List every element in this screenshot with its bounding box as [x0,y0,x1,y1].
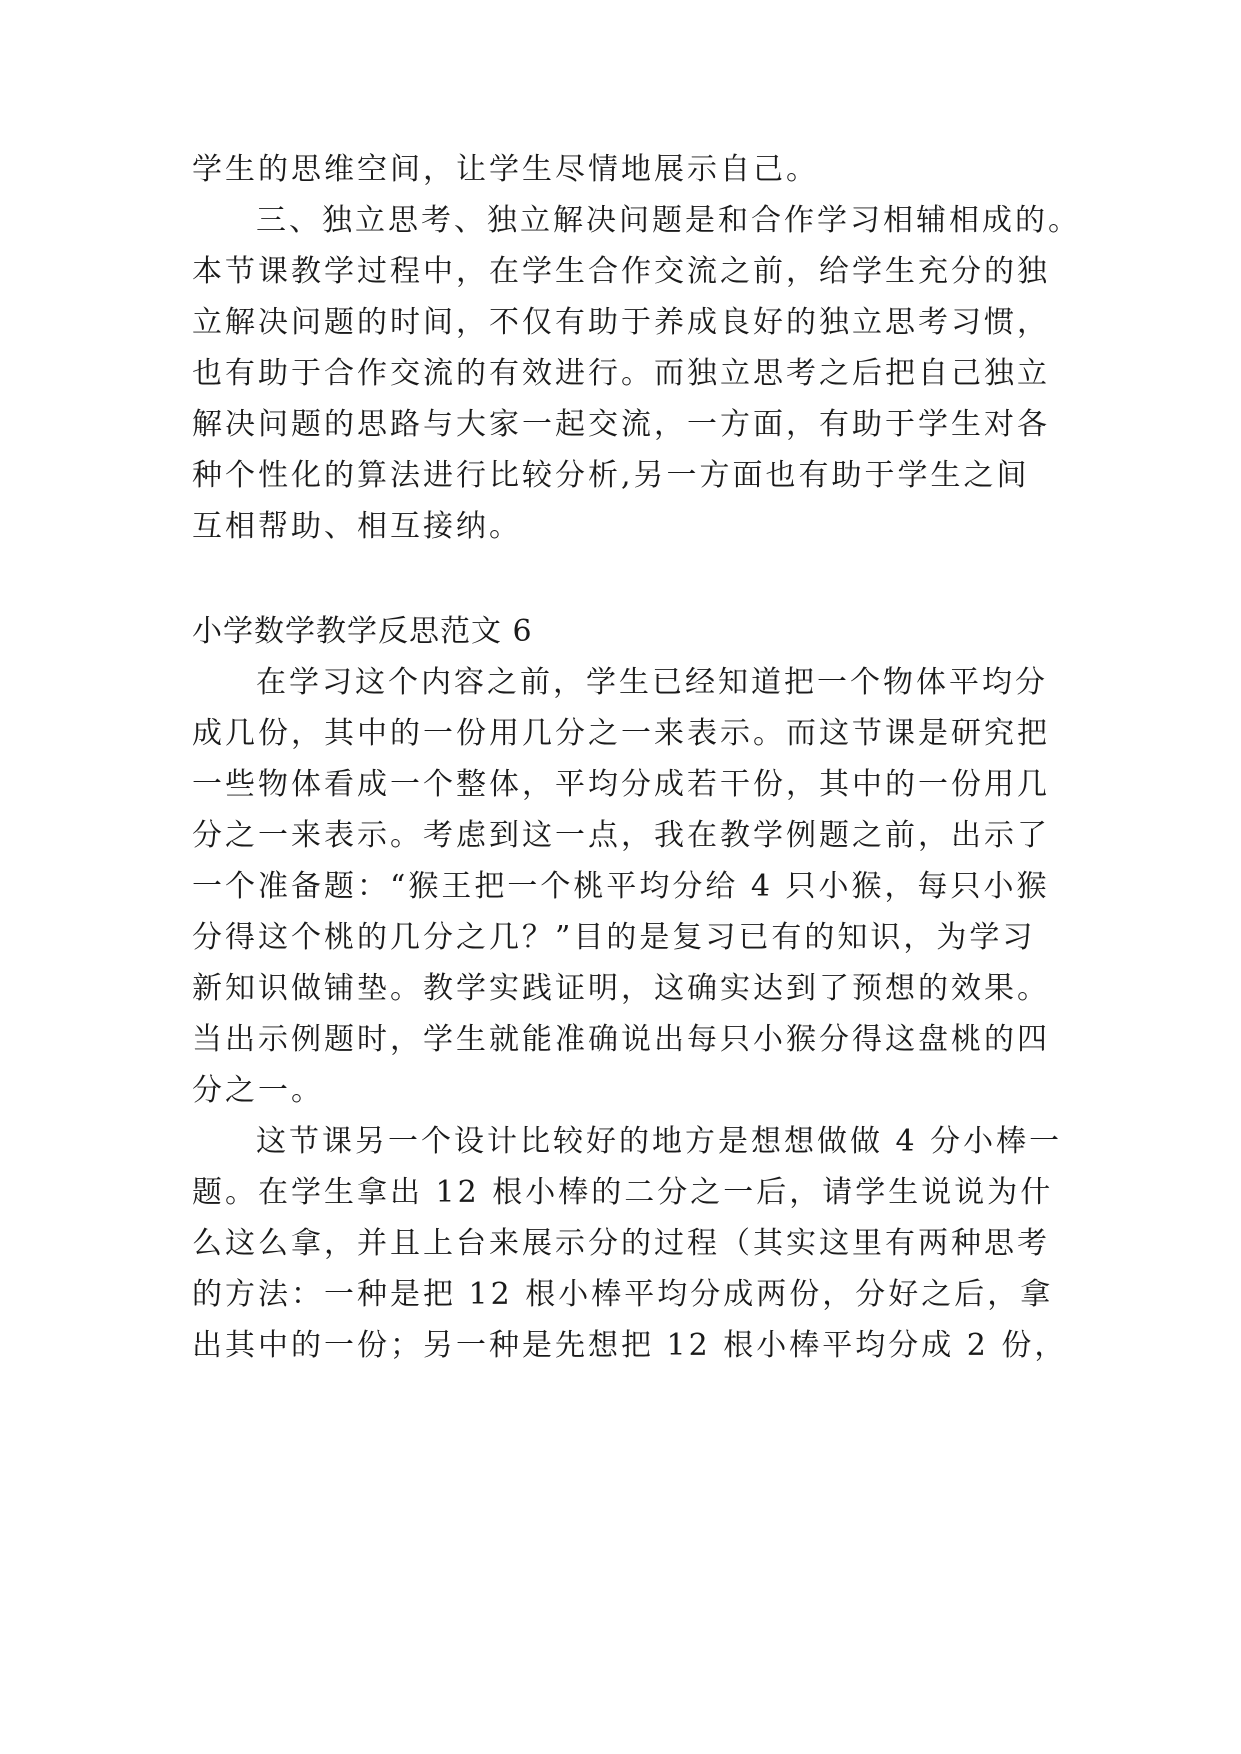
text-line: 学生的思维空间，让学生尽情地展示自己。 [192,152,819,187]
text-line: 新知识做铺垫。教学实践证明，这确实达到了预想的效果。 [192,971,1050,1006]
text-line: 分得这个桃的几分之几？”目的是复习已有的知识，为学习 [192,920,1036,955]
text-line: 种个性化的算法进行比较分析,另一方面也有助于学生之间 [192,458,1030,493]
text-line: 么这么拿，并且上台来展示分的过程（其实这里有两种思考 [192,1226,1050,1261]
text-line: 在学习这个内容之前，学生已经知道把一个物体平均分 [256,665,1048,700]
text-line: 本节课教学过程中，在学生合作交流之前，给学生充分的独 [192,254,1050,289]
text-line: 解决问题的思路与大家一起交流，一方面，有助于学生对各 [192,407,1050,442]
text-line: 出其中的一份；另一种是先想把 12 根小棒平均分成 2 份， [192,1328,1068,1363]
text-line: 成几份，其中的一份用几分之一来表示。而这节课是研究把 [192,716,1050,751]
text-line: 分之一。 [192,1073,324,1108]
text-line: 这节课另一个设计比较好的地方是想想做做 4 分小棒一 [256,1124,1063,1159]
section-heading: 小学数学教学反思范文 6 [192,614,533,649]
text-line: 也有助于合作交流的有效进行。而独立思考之后把自己独立 [192,356,1050,391]
text-line: 当出示例题时，学生就能准确说出每只小猴分得这盘桃的四 [192,1022,1050,1057]
text-line: 的方法：一种是把 12 根小棒平均分成两份，分好之后，拿 [192,1277,1054,1312]
text-line: 互相帮助、相互接纳。 [192,509,522,544]
text-line: 立解决问题的时间，不仅有助于养成良好的独立思考习惯， [192,305,1050,340]
text-line: 分之一来表示。考虑到这一点，我在教学例题之前，出示了 [192,818,1050,853]
text-line: 一个准备题：“猴王把一个桃平均分给 4 只小猴，每只小猴 [192,869,1050,904]
text-line: 题。在学生拿出 12 根小棒的二分之一后，请学生说说为什 [192,1175,1054,1210]
text-line: 一些物体看成一个整体，平均分成若干份，其中的一份用几 [192,767,1050,802]
text-line: 三、独立思考、独立解决问题是和合作学习相辅相成的。 [256,203,1081,238]
